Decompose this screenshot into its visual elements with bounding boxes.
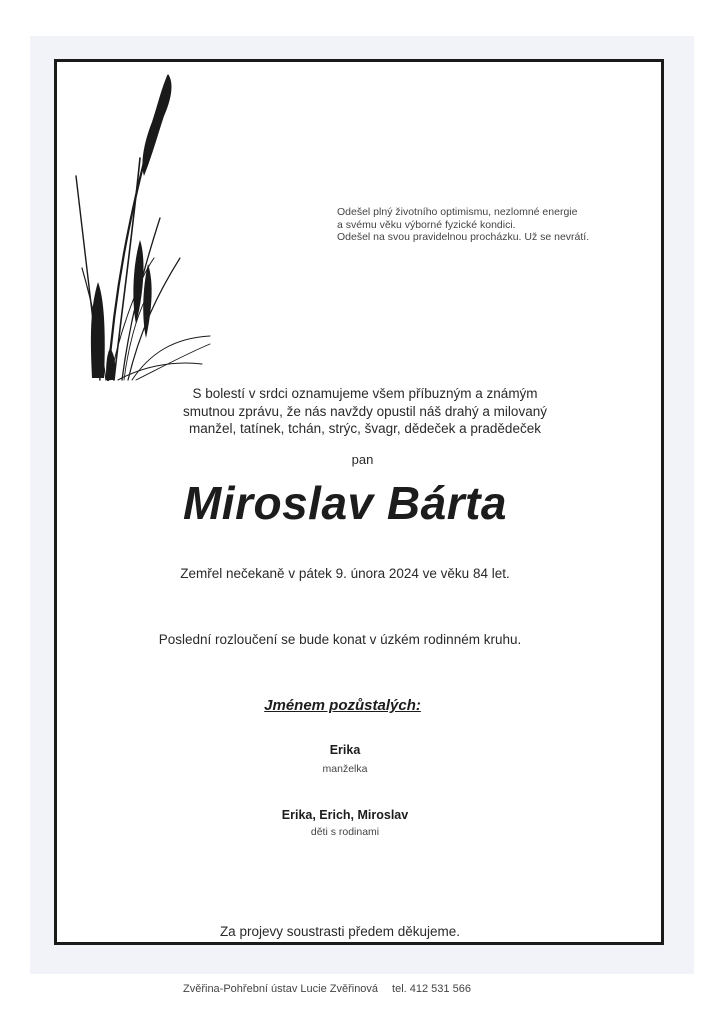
motto-line: Odešel plný životního optimismu, nezlomné energie — [337, 206, 578, 218]
survivor-relation: manželka — [322, 763, 368, 775]
death-notice: Zemřel nečekaně v pátek 9. února 2024 ve věku 84 let. — [180, 566, 510, 581]
thanks-note: Za projevy soustrasti předem děkujeme. — [219, 924, 461, 939]
grass-reed-icon — [70, 68, 220, 386]
announcement-line: S bolestí v srdci oznamujeme všem příbuzným a známým — [192, 386, 538, 401]
deceased-name: Miroslav Bárta — [182, 477, 507, 529]
undertaker-name: Zvěřina-Pohřební ústav Lucie Zvěřinová — [183, 983, 379, 995]
motto-text — [337, 206, 637, 244]
undertaker-phone: tel. 412 531 566 — [392, 983, 471, 995]
announcement-text — [100, 385, 630, 438]
honorific: pan — [351, 452, 374, 467]
farewell-notice: Poslední rozloučení se bude konat v úzkém rodinném kruhu. — [158, 632, 522, 647]
footer — [183, 983, 583, 995]
survivor-relation: děti s rodinami — [310, 826, 380, 838]
survivor-name: Erika — [329, 743, 361, 757]
motto-line: a svému věku výborné fyzické kondici. — [337, 218, 516, 231]
survivors-heading: Jménem pozůstalých: — [264, 697, 421, 714]
announcement-line: manžel, tatínek, tchán, strýc, švagr, dědeček a pradědeček — [189, 421, 541, 436]
motto-line: Odešel na svou pravidelnou procházku. Už se nevrátí. — [337, 231, 590, 243]
survivor-name: Erika, Erich, Miroslav — [281, 808, 409, 822]
announcement-line: smutnou zprávu, že nás navždy opustil náš drahý a milovaný — [183, 403, 547, 419]
